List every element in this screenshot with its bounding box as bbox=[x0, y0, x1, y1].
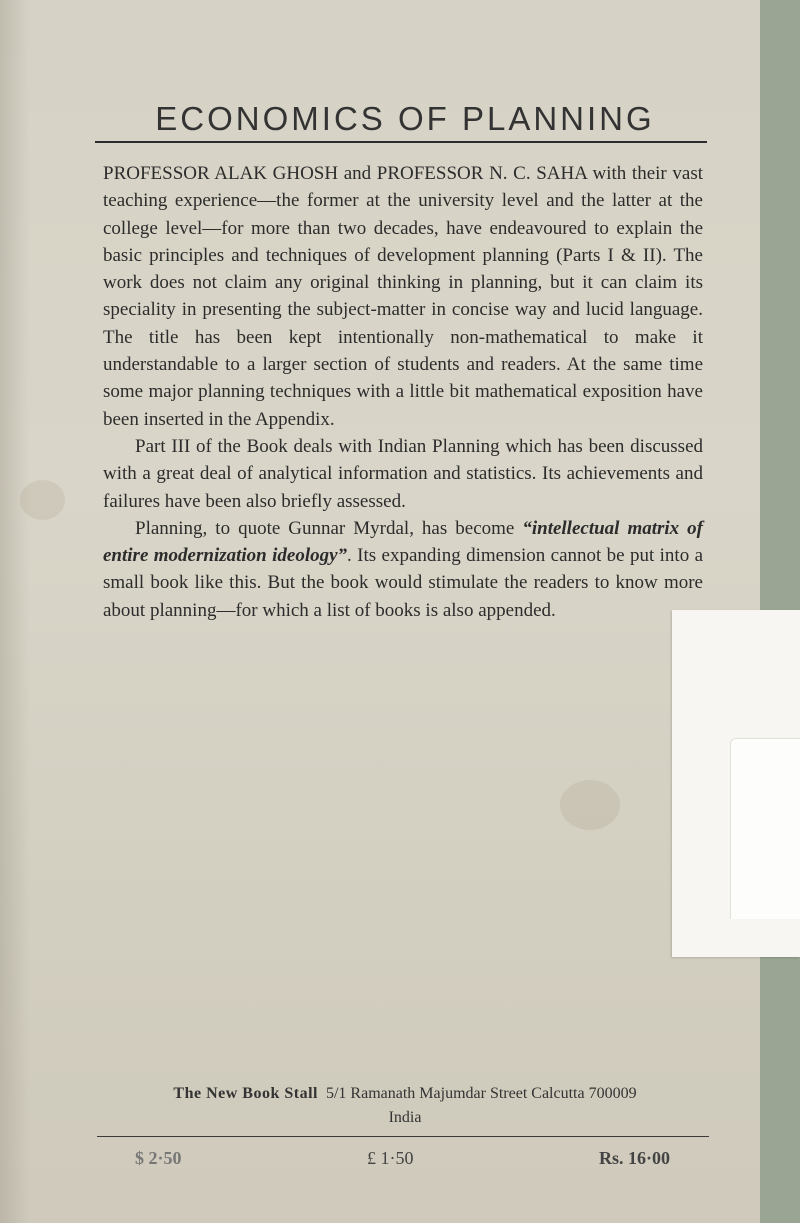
title-rule bbox=[95, 141, 707, 143]
publisher-name: The New Book Stall bbox=[173, 1085, 318, 1102]
price-rule bbox=[97, 1136, 709, 1137]
publisher-line bbox=[100, 1082, 710, 1106]
blurb-text bbox=[103, 160, 703, 624]
price-inr: Rs. 16·00 bbox=[598, 1148, 670, 1168]
price-usd: $ 2·50 bbox=[135, 1148, 182, 1168]
book-title: ECONOMICS OF PLANNING bbox=[155, 100, 655, 137]
blurb-paragraph-authors: PROFESSOR ALAK GHOSH and PROFESSOR N. C. SAHA with their vast teaching experience—the former at the university level and the latter at the college level—for more than two decades, have endeavoured to explain the basic principles and techniques of development planning (Parts I & II). The work does not claim any original thinking in planning, but it can claim its speciality in presenting the subject-matter in concise way and lucid language. The title has been kept intentionally non-mathematical to make it understandable to a larger section of students and readers. At the same time some major planning techniques with a little bit mathematical exposition have been inserted in the Appendix. bbox=[103, 163, 703, 430]
myrdal-outro: . Its expanding dimension cannot be put into a small book like this. But the book would stimulate the readers to know more about planning—for which a list of books is also appended. bbox=[103, 545, 704, 621]
sticker-label bbox=[730, 738, 800, 919]
spine-shadow bbox=[0, 0, 30, 1223]
price-row bbox=[130, 1148, 670, 1176]
blurb-paragraph-myrdal bbox=[103, 515, 703, 624]
paper-stain bbox=[560, 780, 620, 830]
blurb-paragraph-part-three: Part III of the Book deals with Indian Planning which has been discussed with a great deal of analytical information and statistics. Its achievements and failures have been also briefly assessed. bbox=[103, 435, 703, 512]
paper-stain bbox=[20, 480, 65, 520]
myrdal-quote: “intellectual matrix of entire modernization ideology” bbox=[103, 517, 703, 567]
publisher-country: India bbox=[388, 1109, 422, 1126]
price-gbp: £ 1·50 bbox=[367, 1148, 414, 1168]
myrdal-intro: Planning, to quote Gunnar Myrdal, has become bbox=[135, 517, 523, 539]
publisher-imprint bbox=[100, 1082, 710, 1130]
publisher-address: 5/1 Ramanath Majumdar Street Calcutta 700009 bbox=[325, 1085, 637, 1102]
